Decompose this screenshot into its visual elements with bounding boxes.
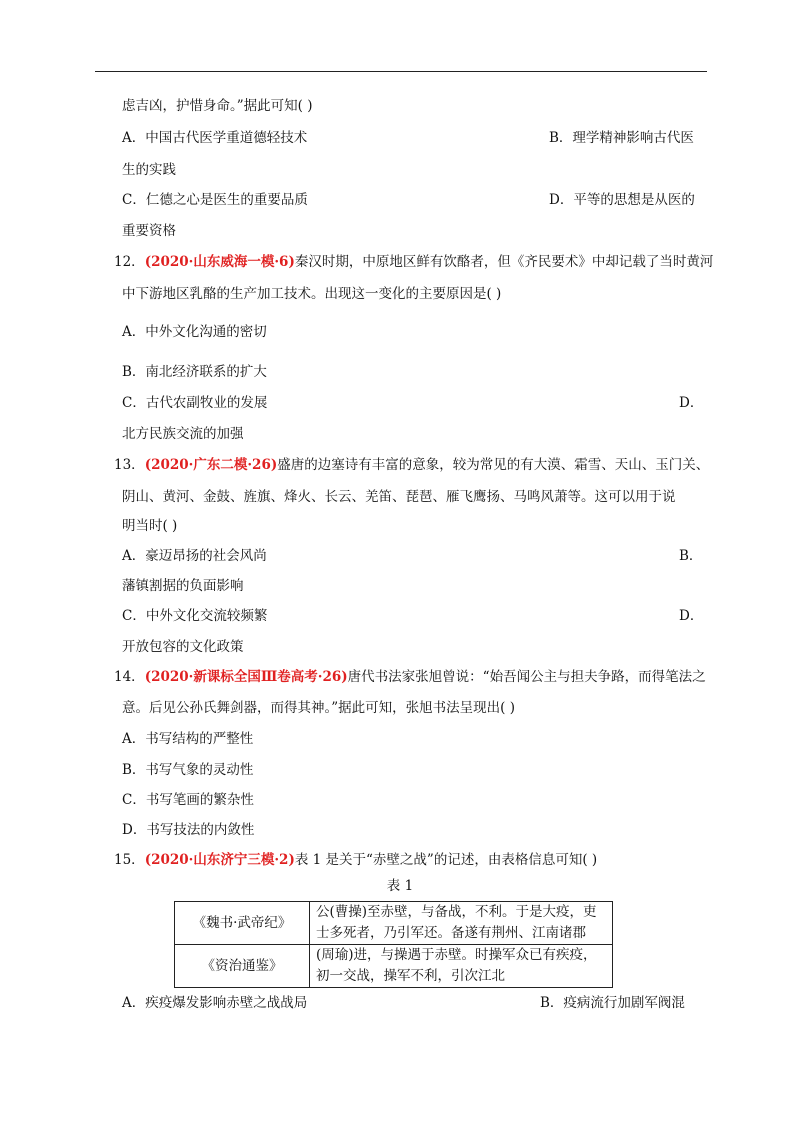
q13-option-c[interactable]: C．中外文化交流较频繁 bbox=[122, 608, 268, 624]
q11-option-a[interactable]: A．中国古代医学重道德轻技术 bbox=[122, 130, 308, 146]
q13-option-d[interactable]: D． bbox=[679, 608, 704, 624]
q13-stem bbox=[114, 455, 709, 475]
q11-option-d[interactable]: D．平等的思想是从医的 bbox=[549, 192, 695, 208]
q12-option-d[interactable]: D． bbox=[679, 395, 704, 411]
cell-text-line: (周瑜)进，与操遇于赤壁。时操军众已有疾疫， bbox=[316, 947, 597, 963]
q11-option-b[interactable]: B．理学精神影响古代医 bbox=[549, 130, 694, 146]
table-row bbox=[175, 945, 613, 988]
q13-option-a[interactable]: A．豪迈昂扬的社会风尚 bbox=[122, 548, 267, 564]
q13-option-d-wrap: 开放包容的文化政策 bbox=[122, 639, 244, 655]
question-number: 13． bbox=[114, 457, 145, 473]
q15-stem bbox=[114, 850, 597, 870]
q14-option-a[interactable]: A．书写结构的严整性 bbox=[122, 731, 254, 747]
q13-option-b[interactable]: B． bbox=[679, 548, 703, 564]
cell-text-line: 公(曹操)至赤壁，与备战，不利。于是大疫，吏 bbox=[316, 904, 597, 920]
table-cell-content bbox=[310, 945, 613, 988]
q15-option-a[interactable]: A．疾疫爆发影响赤壁之战战局 bbox=[122, 995, 308, 1011]
cell-text-line: 初一交战，操军不利，引次江北 bbox=[316, 968, 505, 984]
q11-stem-continuation: 虑吉凶，护惜身命。”据此可知( ) bbox=[122, 98, 313, 114]
source-table bbox=[174, 901, 613, 988]
q13-stem-line3: 明当时( ) bbox=[122, 518, 178, 534]
q12-option-a[interactable]: A．中外文化沟通的密切 bbox=[122, 324, 267, 340]
q11-option-b-wrap: 生的实践 bbox=[122, 162, 176, 178]
header-rule bbox=[95, 71, 707, 72]
q14-stem-line2: 意。后见公孙氏舞剑器，而得其神。”据此可知，张旭书法呈现出( ) bbox=[122, 700, 515, 716]
q11-option-d-wrap: 重要资格 bbox=[122, 223, 176, 239]
q14-option-b[interactable]: B．书写气象的灵动性 bbox=[122, 762, 254, 778]
question-source: (2020·山东济宁三模·2) bbox=[144, 852, 295, 868]
question-source: (2020·新课标全国Ⅲ卷高考·26) bbox=[144, 669, 348, 685]
table-cell-source: 《资治通鉴》 bbox=[175, 945, 310, 988]
question-source: (2020·广东二模·26) bbox=[144, 457, 278, 473]
q12-stem bbox=[114, 252, 713, 272]
q14-stem bbox=[114, 667, 706, 687]
q15-option-b[interactable]: B．疫病流行加剧军阀混 bbox=[540, 995, 685, 1011]
q12-option-d-wrap: 北方民族交流的加强 bbox=[122, 426, 244, 442]
table-cell-content bbox=[310, 902, 613, 945]
table-row bbox=[175, 902, 613, 945]
question-number: 12． bbox=[114, 254, 145, 270]
question-number: 14． bbox=[114, 669, 145, 685]
question-text: 表 1 是关于“赤壁之战”的记述，由表格信息可知( ) bbox=[294, 852, 598, 868]
table-caption: 表 1 bbox=[386, 878, 414, 894]
q14-option-c[interactable]: C．书写笔画的繁杂性 bbox=[122, 792, 254, 808]
question-source: (2020·山东威海一模·6) bbox=[144, 254, 295, 270]
q14-option-d[interactable]: D．书写技法的内敛性 bbox=[122, 822, 255, 838]
question-number: 15． bbox=[114, 852, 145, 868]
question-text: 盛唐的边塞诗有丰富的意象，较为常见的有大漠、霜雪、天山、玉门关、 bbox=[277, 457, 710, 473]
q11-option-c[interactable]: C．仁德之心是医生的重要品质 bbox=[122, 192, 308, 208]
q12-stem-line2: 中下游地区乳酪的生产加工技术。出现这一变化的主要原因是( ) bbox=[122, 286, 502, 302]
q12-option-b[interactable]: B．南北经济联系的扩大 bbox=[122, 364, 267, 380]
question-text: 唐代书法家张旭曾说：“始吾闻公主与担夫争路，而得笔法之 bbox=[347, 669, 706, 685]
cell-text-line: 士多死者，乃引军还。备遂有荆州、江南诸郡 bbox=[316, 925, 586, 941]
q13-option-b-wrap: 藩镇割据的负面影响 bbox=[122, 578, 244, 594]
q12-option-c[interactable]: C．古代农副牧业的发展 bbox=[122, 395, 268, 411]
table-cell-source: 《魏书·武帝纪》 bbox=[175, 902, 310, 945]
q13-stem-line2: 阴山、黄河、金鼓、旌旗、烽火、长云、羌笛、琵琶、雁飞鹰扬、马鸣风萧等。这可以用于说 bbox=[122, 489, 676, 505]
question-text: 秦汉时期，中原地区鲜有饮酪者，但《齐民要术》中却记载了当时黄河 bbox=[294, 254, 714, 270]
